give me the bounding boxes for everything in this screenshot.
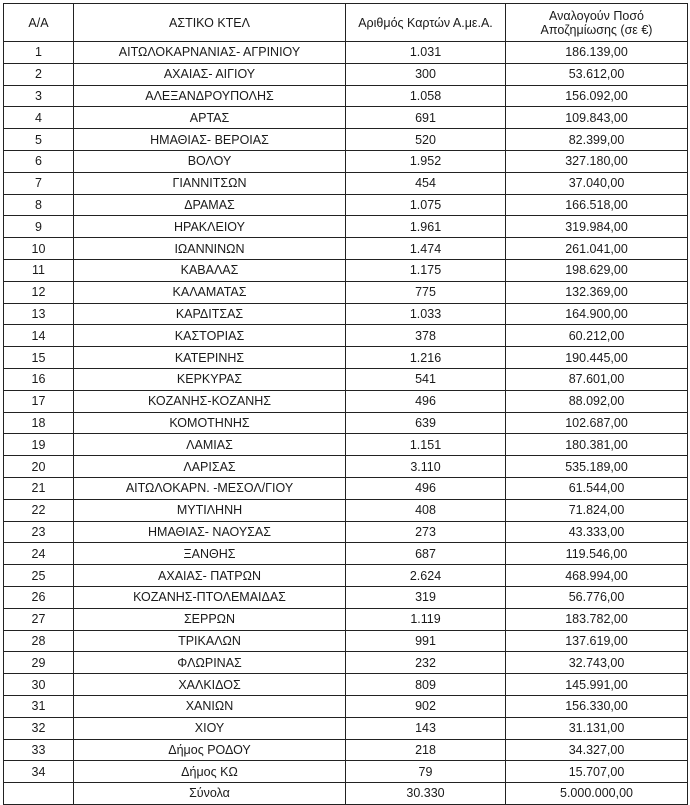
- table-row: [4, 172, 688, 194]
- cell-amount: 319.984,00: [506, 216, 688, 238]
- totals-row: [4, 783, 688, 805]
- table-row: [4, 216, 688, 238]
- cell-amount: 535.189,00: [506, 456, 688, 478]
- table-row: [4, 368, 688, 390]
- cell-ktel: ΚΟΖΑΝΗΣ-ΠΤΟΛΕΜΑΙΔΑΣ: [74, 586, 346, 608]
- table-row: [4, 238, 688, 260]
- ktel-compensation-table: [3, 3, 688, 805]
- totals-aa: [4, 783, 74, 805]
- cell-amount: 186.139,00: [506, 42, 688, 64]
- cell-ktel: ΚΑΒΑΛΑΣ: [74, 259, 346, 281]
- cell-cards: 143: [346, 717, 506, 739]
- cell-aa: 3: [4, 85, 74, 107]
- cell-cards: 496: [346, 390, 506, 412]
- header-row: [4, 4, 688, 42]
- cell-cards: 378: [346, 325, 506, 347]
- table-body: [4, 42, 688, 783]
- cell-amount: 145.991,00: [506, 674, 688, 696]
- table-row: [4, 194, 688, 216]
- cell-amount: 15.707,00: [506, 761, 688, 783]
- cell-cards: 809: [346, 674, 506, 696]
- cell-cards: 79: [346, 761, 506, 783]
- cell-aa: 9: [4, 216, 74, 238]
- cell-amount: 71.824,00: [506, 499, 688, 521]
- header-amount: Αναλογούν Ποσό Αποζημίωσης (σε €): [506, 4, 688, 42]
- cell-ktel: ΧΑΝΙΩΝ: [74, 695, 346, 717]
- cell-aa: 6: [4, 150, 74, 172]
- cell-ktel: ΑΧΑΙΑΣ- ΠΑΤΡΩΝ: [74, 565, 346, 587]
- cell-aa: 2: [4, 63, 74, 85]
- cell-cards: 1.216: [346, 347, 506, 369]
- cell-ktel: ΒΟΛΟΥ: [74, 150, 346, 172]
- cell-ktel: ΑΙΤΩΛΟΚΑΡΝΑΝΙΑΣ- ΑΓΡΙΝΙΟΥ: [74, 42, 346, 64]
- cell-aa: 25: [4, 565, 74, 587]
- table-row: [4, 390, 688, 412]
- cell-cards: 3.110: [346, 456, 506, 478]
- table-row: [4, 303, 688, 325]
- header-cards: Αριθμός Καρτών Α.με.Α.: [346, 4, 506, 42]
- cell-aa: 16: [4, 368, 74, 390]
- cell-amount: 56.776,00: [506, 586, 688, 608]
- cell-cards: 454: [346, 172, 506, 194]
- cell-aa: 31: [4, 695, 74, 717]
- cell-amount: 166.518,00: [506, 194, 688, 216]
- cell-amount: 132.369,00: [506, 281, 688, 303]
- table-row: [4, 717, 688, 739]
- cell-amount: 60.212,00: [506, 325, 688, 347]
- cell-ktel: Δήμος ΡΟΔΟΥ: [74, 739, 346, 761]
- cell-amount: 137.619,00: [506, 630, 688, 652]
- cell-amount: 53.612,00: [506, 63, 688, 85]
- cell-amount: 82.399,00: [506, 129, 688, 151]
- cell-ktel: ΧΑΛΚΙΔΟΣ: [74, 674, 346, 696]
- cell-aa: 28: [4, 630, 74, 652]
- cell-aa: 34: [4, 761, 74, 783]
- cell-amount: 180.381,00: [506, 434, 688, 456]
- cell-ktel: ΛΑΡΙΣΑΣ: [74, 456, 346, 478]
- cell-amount: 183.782,00: [506, 608, 688, 630]
- cell-cards: 775: [346, 281, 506, 303]
- cell-amount: 468.994,00: [506, 565, 688, 587]
- cell-aa: 11: [4, 259, 74, 281]
- cell-ktel: ΞΑΝΘΗΣ: [74, 543, 346, 565]
- cell-ktel: ΑΙΤΩΛΟΚΑΡΝ. -ΜΕΣΟΛ/ΓΙΟΥ: [74, 477, 346, 499]
- cell-aa: 5: [4, 129, 74, 151]
- cell-cards: 541: [346, 368, 506, 390]
- cell-aa: 13: [4, 303, 74, 325]
- cell-ktel: ΛΑΜΙΑΣ: [74, 434, 346, 456]
- cell-cards: 1.474: [346, 238, 506, 260]
- cell-cards: 1.075: [346, 194, 506, 216]
- cell-aa: 22: [4, 499, 74, 521]
- cell-ktel: ΣΕΡΡΩΝ: [74, 608, 346, 630]
- table-row: [4, 107, 688, 129]
- cell-amount: 327.180,00: [506, 150, 688, 172]
- cell-ktel: ΗΡΑΚΛΕΙΟΥ: [74, 216, 346, 238]
- table-row: [4, 674, 688, 696]
- cell-cards: 687: [346, 543, 506, 565]
- cell-aa: 26: [4, 586, 74, 608]
- cell-ktel: Δήμος ΚΩ: [74, 761, 346, 783]
- table-row: [4, 63, 688, 85]
- cell-amount: 37.040,00: [506, 172, 688, 194]
- table-row: [4, 412, 688, 434]
- cell-aa: 15: [4, 347, 74, 369]
- cell-ktel: ΦΛΩΡΙΝΑΣ: [74, 652, 346, 674]
- table-row: [4, 499, 688, 521]
- table-row: [4, 586, 688, 608]
- cell-cards: 639: [346, 412, 506, 434]
- cell-amount: 198.629,00: [506, 259, 688, 281]
- cell-amount: 190.445,00: [506, 347, 688, 369]
- cell-cards: 1.175: [346, 259, 506, 281]
- cell-cards: 1.952: [346, 150, 506, 172]
- table-row: [4, 521, 688, 543]
- table-row: [4, 325, 688, 347]
- cell-aa: 19: [4, 434, 74, 456]
- cell-aa: 21: [4, 477, 74, 499]
- cell-aa: 12: [4, 281, 74, 303]
- cell-ktel: ΤΡΙΚΑΛΩΝ: [74, 630, 346, 652]
- cell-aa: 29: [4, 652, 74, 674]
- cell-ktel: ΑΛΕΞΑΝΔΡΟΥΠΟΛΗΣ: [74, 85, 346, 107]
- cell-cards: 1.151: [346, 434, 506, 456]
- cell-ktel: ΔΡΑΜΑΣ: [74, 194, 346, 216]
- cell-cards: 300: [346, 63, 506, 85]
- table-row: [4, 652, 688, 674]
- cell-ktel: ΚΑΛΑΜΑΤΑΣ: [74, 281, 346, 303]
- cell-cards: 408: [346, 499, 506, 521]
- cell-amount: 31.131,00: [506, 717, 688, 739]
- table-row: [4, 608, 688, 630]
- cell-cards: 1.058: [346, 85, 506, 107]
- cell-ktel: ΚΟΜΟΤΗΝΗΣ: [74, 412, 346, 434]
- cell-amount: 87.601,00: [506, 368, 688, 390]
- table-row: [4, 259, 688, 281]
- table-row: [4, 630, 688, 652]
- cell-cards: 496: [346, 477, 506, 499]
- cell-amount: 102.687,00: [506, 412, 688, 434]
- table-row: [4, 761, 688, 783]
- cell-ktel: ΑΡΤΑΣ: [74, 107, 346, 129]
- table-row: [4, 42, 688, 64]
- cell-ktel: ΙΩΑΝΝΙΝΩΝ: [74, 238, 346, 260]
- cell-cards: 2.624: [346, 565, 506, 587]
- cell-cards: 319: [346, 586, 506, 608]
- cell-ktel: ΗΜΑΘΙΑΣ- ΝΑΟΥΣΑΣ: [74, 521, 346, 543]
- cell-ktel: ΚΕΡΚΥΡΑΣ: [74, 368, 346, 390]
- cell-amount: 119.546,00: [506, 543, 688, 565]
- cell-cards: 902: [346, 695, 506, 717]
- cell-aa: 20: [4, 456, 74, 478]
- table-row: [4, 477, 688, 499]
- cell-aa: 23: [4, 521, 74, 543]
- cell-amount: 32.743,00: [506, 652, 688, 674]
- table-row: [4, 695, 688, 717]
- cell-amount: 261.041,00: [506, 238, 688, 260]
- table-row: [4, 150, 688, 172]
- cell-cards: 520: [346, 129, 506, 151]
- cell-amount: 109.843,00: [506, 107, 688, 129]
- table-row: [4, 456, 688, 478]
- cell-amount: 156.092,00: [506, 85, 688, 107]
- cell-aa: 7: [4, 172, 74, 194]
- cell-cards: 991: [346, 630, 506, 652]
- table-row: [4, 565, 688, 587]
- cell-cards: 273: [346, 521, 506, 543]
- cell-cards: 1.961: [346, 216, 506, 238]
- cell-cards: 218: [346, 739, 506, 761]
- cell-aa: 33: [4, 739, 74, 761]
- cell-cards: 1.119: [346, 608, 506, 630]
- cell-aa: 18: [4, 412, 74, 434]
- cell-amount: 43.333,00: [506, 521, 688, 543]
- cell-amount: 34.327,00: [506, 739, 688, 761]
- cell-amount: 88.092,00: [506, 390, 688, 412]
- cell-aa: 30: [4, 674, 74, 696]
- totals-label: Σύνολα: [74, 783, 346, 805]
- table-row: [4, 281, 688, 303]
- cell-ktel: ΚΑΣΤΟΡΙΑΣ: [74, 325, 346, 347]
- cell-aa: 1: [4, 42, 74, 64]
- cell-ktel: ΧΙΟΥ: [74, 717, 346, 739]
- cell-aa: 4: [4, 107, 74, 129]
- cell-aa: 32: [4, 717, 74, 739]
- cell-cards: 232: [346, 652, 506, 674]
- totals-cards: 30.330: [346, 783, 506, 805]
- cell-aa: 17: [4, 390, 74, 412]
- totals-amount: 5.000.000,00: [506, 783, 688, 805]
- header-aa: A/A: [4, 4, 74, 42]
- table-row: [4, 129, 688, 151]
- cell-ktel: ΗΜΑΘΙΑΣ- ΒΕΡΟΙΑΣ: [74, 129, 346, 151]
- cell-cards: 1.031: [346, 42, 506, 64]
- cell-aa: 8: [4, 194, 74, 216]
- cell-ktel: ΚΑΤΕΡΙΝΗΣ: [74, 347, 346, 369]
- table-row: [4, 739, 688, 761]
- table-row: [4, 347, 688, 369]
- table-row: [4, 85, 688, 107]
- cell-aa: 14: [4, 325, 74, 347]
- cell-cards: 1.033: [346, 303, 506, 325]
- cell-ktel: ΓΙΑΝΝΙΤΣΩΝ: [74, 172, 346, 194]
- cell-cards: 691: [346, 107, 506, 129]
- table-row: [4, 543, 688, 565]
- cell-ktel: ΜΥΤΙΛΗΝΗ: [74, 499, 346, 521]
- cell-ktel: ΚΑΡΔΙΤΣΑΣ: [74, 303, 346, 325]
- cell-amount: 164.900,00: [506, 303, 688, 325]
- cell-aa: 27: [4, 608, 74, 630]
- cell-ktel: ΚΟΖΑΝΗΣ-ΚΟΖΑΝΗΣ: [74, 390, 346, 412]
- cell-aa: 10: [4, 238, 74, 260]
- cell-amount: 61.544,00: [506, 477, 688, 499]
- header-ktel: ΑΣΤΙΚΟ ΚΤΕΛ: [74, 4, 346, 42]
- table-row: [4, 434, 688, 456]
- cell-ktel: ΑΧΑΙΑΣ- ΑΙΓΙΟΥ: [74, 63, 346, 85]
- cell-amount: 156.330,00: [506, 695, 688, 717]
- cell-aa: 24: [4, 543, 74, 565]
